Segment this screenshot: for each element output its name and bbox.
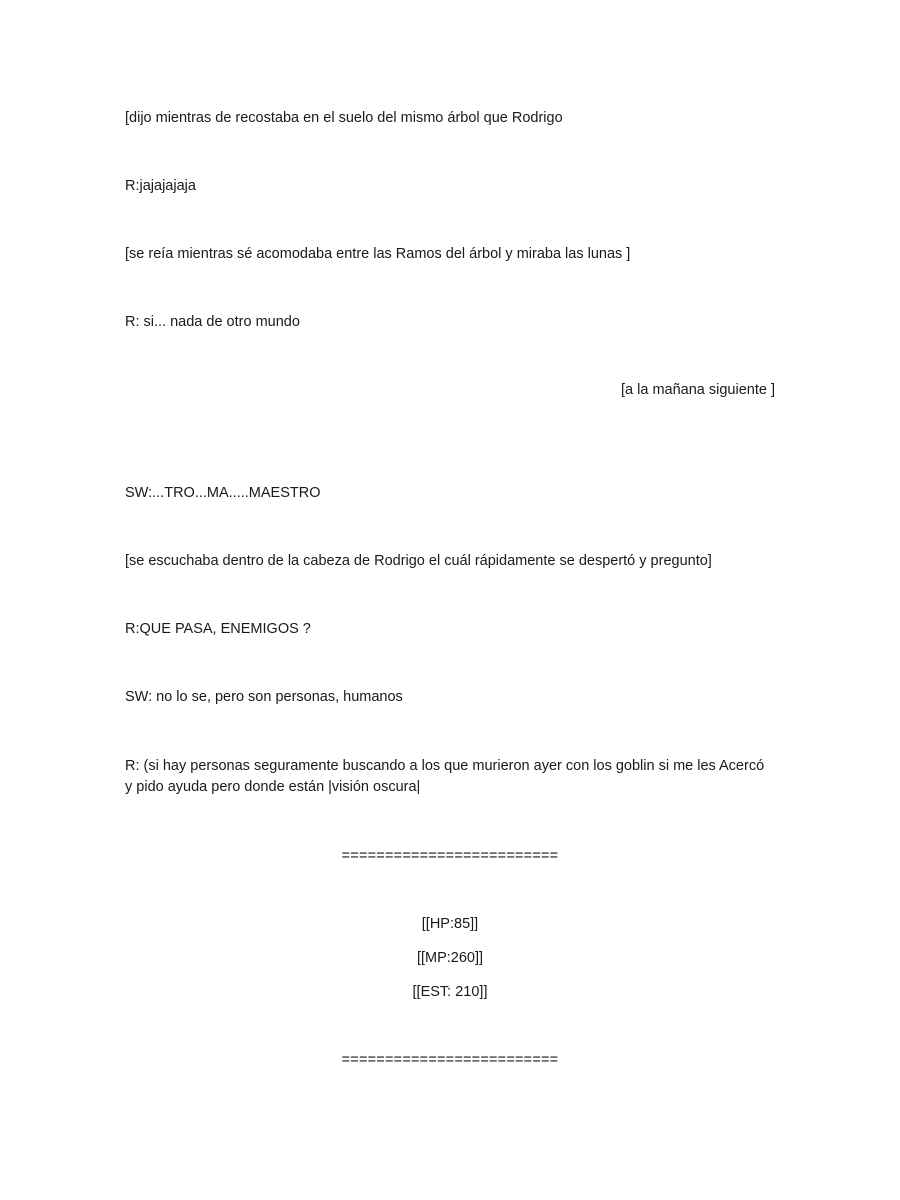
stat-mp: [[MP:260]] xyxy=(416,950,484,966)
paragraph-3: [se reía mientras sé acomodaba entre las Ramos del árbol y miraba las lunas ] xyxy=(125,246,631,262)
separator-top: ========================= xyxy=(341,848,559,864)
paragraph-9: SW: no lo se, pero son personas, humanos xyxy=(125,689,403,705)
paragraph-7: [se escuchaba dentro de la cabeza de Rodrigo el cuál rápidamente se despertó y pregunto] xyxy=(125,553,712,569)
paragraph-1: [dijo mientras de recostaba en el suelo del mismo árbol que Rodrigo xyxy=(125,110,563,126)
paragraph-4: R: si... nada de otro mundo xyxy=(125,314,300,330)
paragraph-8: R:QUE PASA, ENEMIGOS ? xyxy=(125,621,311,637)
stat-hp: [[HP:85]] xyxy=(421,916,479,932)
separator-bottom: ========================= xyxy=(341,1052,559,1068)
stat-est: [[EST: 210]] xyxy=(412,984,488,1000)
paragraph-5-right-aligned: [a la mañana siguiente ] xyxy=(621,382,775,398)
paragraph-10: R: (si hay personas seguramente buscando a los que murieron ayer con los goblin si me les Acercó y pido ayuda pero donde están |visión oscura| xyxy=(125,758,765,795)
paragraph-6: SW:...TRO...MA.....MAESTRO xyxy=(125,485,321,501)
paragraph-2: R:jajajajaja xyxy=(125,178,196,194)
